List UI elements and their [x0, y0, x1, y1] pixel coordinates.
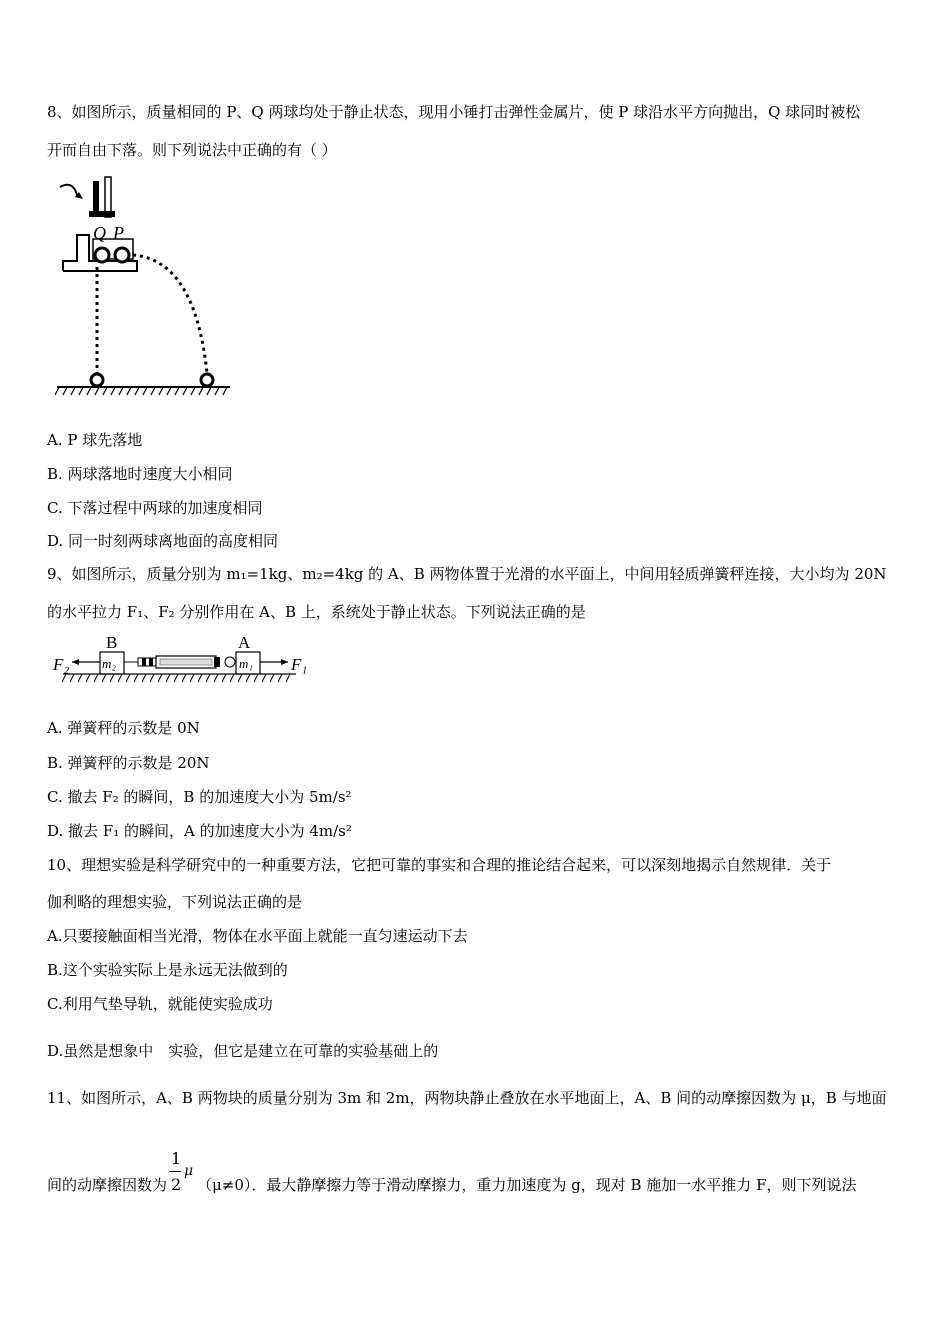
q8-option-a: A. P 球先落地: [47, 431, 143, 449]
q8-projectile-figure: [55, 175, 235, 400]
q8-option-c: C. 下落过程中两球的加速度相同: [47, 499, 263, 517]
label-b: B: [106, 633, 118, 652]
q10-option-a: A.只要接触面相当光滑，物体在水平面上就能一直匀速运动下去: [47, 927, 468, 945]
q11-stem-line1: 11、如图所示，A、B 两物块的质量分别为 3m 和 2m，两物块静止叠放在水平地面上，A、B 间的动摩擦因数为 μ，B 与地面: [47, 1089, 887, 1107]
label-a: A: [238, 633, 251, 652]
label-f2: F₂: [53, 655, 70, 674]
q11-line2-suffix: （μ≠0）．最大静摩擦力等于滑动摩擦力，重力加速度为 g，现对 B 施加一水平推力 F，则下列说法: [197, 1176, 857, 1194]
q8-option-b: B. 两球落地时速度大小相同: [47, 465, 233, 483]
label-f1: F₁: [291, 655, 308, 674]
fraction-numerator: 1: [171, 1149, 182, 1168]
q9-spring-scale-figure: [48, 630, 313, 690]
q10-stem-line1: 10、理想实验是科学研究中的一种重要方法，它把可靠的事实和合理的推论结合起来，可以深刻地揭示自然规律．关于: [47, 856, 832, 874]
q9-option-b: B. 弹簧秤的示数是 20N: [47, 754, 210, 772]
q10-option-c: C.利用气垫导轨，就能使实验成功: [47, 995, 273, 1013]
q8-stem-line2: 开而自由下落。则下列说法中正确的有（ ）: [47, 141, 337, 159]
label-m1: m₁: [239, 656, 253, 671]
q10-option-d: D.虽然是想象中 实验，但它是建立在可靠的实验基础上的: [47, 1042, 439, 1060]
q9-stem-line1: 9、如图所示，质量分别为 m₁=1kg、m₂=4kg 的 A、B 两物体置于光滑的水平面上，中间用轻质弹簧秤连接，大小均为 20N: [47, 565, 887, 583]
label-p: P: [113, 223, 124, 243]
q11-fraction: [167, 1149, 197, 1195]
q10-option-b: B.这个实验实际上是永远无法做到的: [47, 961, 288, 979]
q9-option-c: C. 撤去 F₂ 的瞬间，B 的加速度大小为 5m/s²: [47, 788, 352, 806]
label-m2: m₂: [102, 656, 116, 671]
q9-stem-line2: 的水平拉力 F₁、F₂ 分别作用在 A、B 上，系统处于静止状态。下列说法正确的是: [47, 603, 586, 621]
q8-option-d: D. 同一时刻两球离地面的高度相同: [47, 532, 279, 550]
q11-stem-line2: [47, 1149, 857, 1195]
q11-line2-prefix: 间的动摩擦因数为: [47, 1176, 168, 1194]
label-q: Q: [93, 223, 106, 243]
mu-symbol: μ: [184, 1163, 194, 1179]
fraction-denominator: 2: [171, 1175, 182, 1194]
q9-option-d: D. 撤去 F₁ 的瞬间，A 的加速度大小为 4m/s²: [47, 822, 352, 840]
q8-stem-line1: 8、如图所示，质量相同的 P、Q 两球均处于静止状态，现用小锤打击弹性金属片，使 P 球沿水平方向抛出，Q 球同时被松: [47, 103, 861, 121]
q10-stem-line2: 伽利略的理想实验，下列说法正确的是: [47, 893, 303, 911]
q9-option-a: A. 弹簧秤的示数是 0N: [47, 719, 200, 737]
